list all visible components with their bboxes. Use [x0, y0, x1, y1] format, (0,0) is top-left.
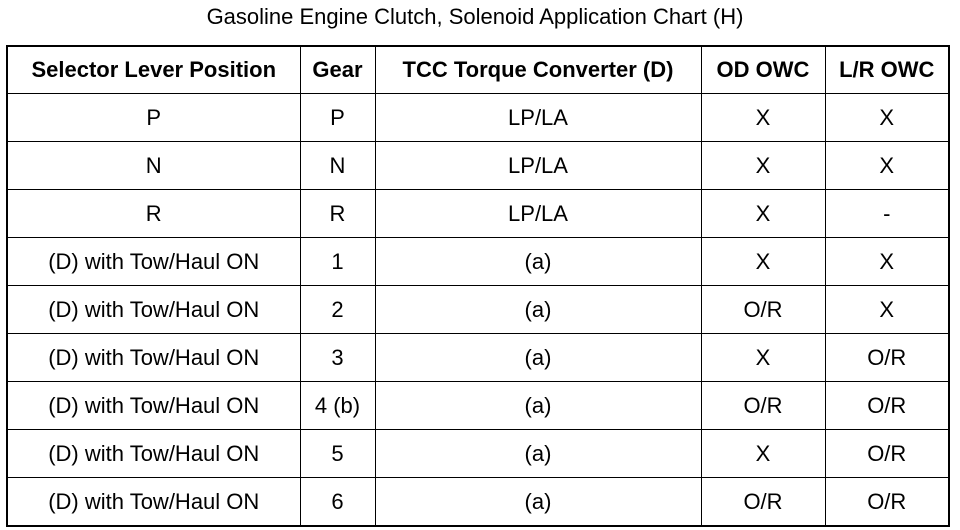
- cell-lr-owc: -: [825, 190, 949, 238]
- cell-selector-lever-position: (D) with Tow/Haul ON: [7, 382, 300, 430]
- cell-selector-lever-position: P: [7, 94, 300, 142]
- chart-title: Gasoline Engine Clutch, Solenoid Application Chart (H): [206, 4, 744, 29]
- cell-tcc-torque-converter: (a): [375, 238, 701, 286]
- header-selector-lever-position: Selector Lever Position: [7, 46, 300, 94]
- cell-gear: N: [300, 142, 375, 190]
- header-gear: Gear: [300, 46, 375, 94]
- cell-lr-owc: X: [825, 238, 949, 286]
- cell-gear: R: [300, 190, 375, 238]
- cell-selector-lever-position: (D) with Tow/Haul ON: [7, 286, 300, 334]
- cell-lr-owc: O/R: [825, 478, 949, 527]
- table-row: [7, 286, 949, 334]
- cell-selector-lever-position: (D) with Tow/Haul ON: [7, 478, 300, 527]
- cell-gear: 6: [300, 478, 375, 527]
- cell-tcc-torque-converter: (a): [375, 382, 701, 430]
- cell-tcc-torque-converter: (a): [375, 334, 701, 382]
- cell-tcc-torque-converter: (a): [375, 286, 701, 334]
- table-row: [7, 142, 949, 190]
- table-row: [7, 430, 949, 478]
- cell-selector-lever-position: (D) with Tow/Haul ON: [7, 430, 300, 478]
- cell-od-owc: O/R: [701, 286, 825, 334]
- table-row: [7, 478, 949, 527]
- cell-lr-owc: X: [825, 142, 949, 190]
- cell-od-owc: X: [701, 334, 825, 382]
- cell-tcc-torque-converter: LP/LA: [375, 190, 701, 238]
- cell-od-owc: O/R: [701, 382, 825, 430]
- cell-od-owc: X: [701, 142, 825, 190]
- cell-lr-owc: O/R: [825, 334, 949, 382]
- cell-gear: 5: [300, 430, 375, 478]
- cell-od-owc: X: [701, 238, 825, 286]
- cell-tcc-torque-converter: (a): [375, 478, 701, 527]
- cell-selector-lever-position: (D) with Tow/Haul ON: [7, 334, 300, 382]
- cell-tcc-torque-converter: LP/LA: [375, 142, 701, 190]
- cell-selector-lever-position: N: [7, 142, 300, 190]
- table-row: [7, 238, 949, 286]
- cell-tcc-torque-converter: (a): [375, 430, 701, 478]
- header-tcc-torque-converter: TCC Torque Converter (D): [375, 46, 701, 94]
- header-lr-owc: L/R OWC: [825, 46, 949, 94]
- table-row: [7, 334, 949, 382]
- table-row: [7, 190, 949, 238]
- table-row: [7, 94, 949, 142]
- cell-lr-owc: X: [825, 286, 949, 334]
- cell-selector-lever-position: (D) with Tow/Haul ON: [7, 238, 300, 286]
- header-row: [7, 46, 949, 94]
- cell-gear: 1: [300, 238, 375, 286]
- cell-lr-owc: O/R: [825, 430, 949, 478]
- cell-od-owc: X: [701, 190, 825, 238]
- cell-od-owc: X: [701, 94, 825, 142]
- cell-gear: 3: [300, 334, 375, 382]
- header-od-owc: OD OWC: [701, 46, 825, 94]
- cell-tcc-torque-converter: LP/LA: [375, 94, 701, 142]
- cell-od-owc: X: [701, 430, 825, 478]
- cell-lr-owc: X: [825, 94, 949, 142]
- cell-lr-owc: O/R: [825, 382, 949, 430]
- table-row: [7, 382, 949, 430]
- cell-selector-lever-position: R: [7, 190, 300, 238]
- cell-gear: 4 (b): [300, 382, 375, 430]
- cell-gear: P: [300, 94, 375, 142]
- cell-od-owc: O/R: [701, 478, 825, 527]
- application-chart-table: [6, 45, 950, 527]
- cell-gear: 2: [300, 286, 375, 334]
